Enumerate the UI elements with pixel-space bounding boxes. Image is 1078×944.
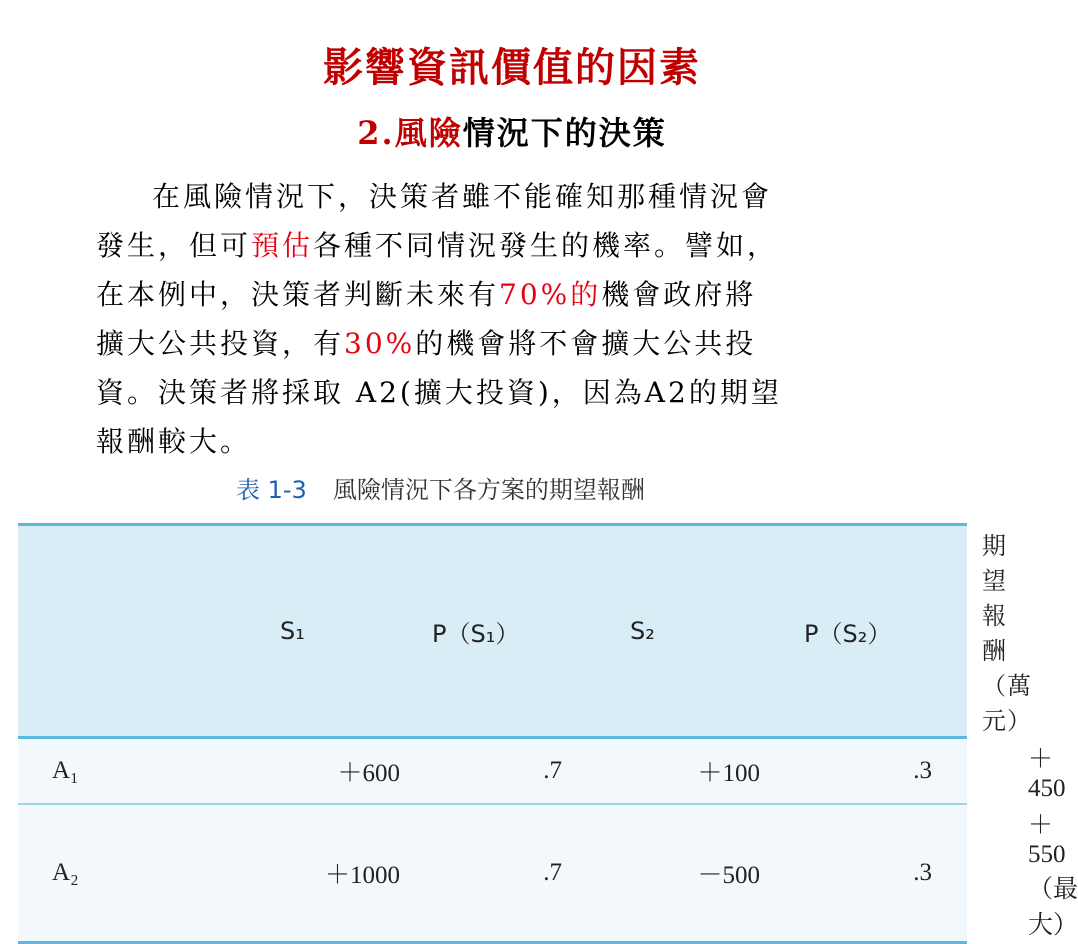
header-cell-p-s2: P（S₂）: [804, 619, 892, 648]
slide-title: 影響資訊價值的因素: [323, 44, 701, 91]
table-cell: ＋1000: [324, 862, 400, 889]
table-caption-label: 表 1-3: [236, 476, 307, 504]
table-caption: [236, 470, 645, 505]
header-cell-s2: S₂: [630, 617, 655, 645]
table-cell: ＋550（最大）: [1028, 812, 1078, 939]
table-row: [18, 738, 967, 805]
header-cell-expected-payoff: 期望報酬（萬元）: [982, 532, 1032, 735]
paragraph-highlight-70: 70%的: [499, 278, 602, 311]
table-cell: －500: [697, 862, 760, 889]
subtitle-highlight: 風險: [394, 114, 463, 152]
table-cell: ＋450: [1028, 746, 1066, 802]
paragraph-line-3-b: 機會政府將: [601, 278, 757, 311]
paragraph-line-5: 資。決策者將採取 A2(擴大投資)，因為A2的期望: [96, 376, 782, 409]
subtitle-number: 2.: [357, 114, 395, 152]
subtitle-rest: 情況下的決策: [462, 114, 667, 152]
table-row: [18, 804, 967, 943]
paragraph-line-3-a: 在本例中，決策者判斷未來有: [96, 278, 500, 311]
table-cell: ＋600: [337, 760, 400, 787]
table-caption-text: 風險情況下各方案的期望報酬: [332, 476, 645, 504]
payoff-table: [18, 523, 1078, 944]
paragraph-line-4-a: 擴大公共投資，有: [96, 327, 345, 360]
table-cell: ＋100: [697, 760, 760, 787]
table-cell: .7: [543, 859, 562, 886]
table-header-row: [18, 525, 967, 738]
paragraph-line-4: [96, 319, 966, 368]
header-cell-s1: S₁: [280, 617, 305, 645]
paragraph-line-1: 在風險情況下，決策者雖不能確知那種情況會: [152, 180, 773, 213]
table-cell: .7: [543, 757, 562, 784]
paragraph-line-6: 報酬較大。: [96, 425, 252, 458]
body-paragraph: [96, 172, 966, 466]
row-label-cell: A₁: [52, 757, 79, 784]
row-label-cell: A₂: [52, 859, 79, 886]
table-cell: .3: [913, 859, 932, 886]
paragraph-line-4-b: 的機會將不會擴大公共投: [415, 327, 757, 360]
paragraph-line-3: [96, 270, 966, 319]
header-cell-blank: [18, 525, 170, 738]
paragraph-line-2: [96, 221, 966, 270]
table-cell: .3: [913, 757, 932, 784]
slide-subtitle: [0, 108, 1024, 154]
paragraph-highlight-30: 30%: [344, 327, 416, 360]
header-cell-p-s1: P（S₁）: [432, 619, 520, 648]
paragraph-line-2-a: 發生，但可: [96, 229, 252, 262]
paragraph-highlight-estimate: 預估: [251, 229, 314, 262]
paragraph-line-2-b: 各種不同情況發生的機率。譬如，: [313, 229, 779, 262]
